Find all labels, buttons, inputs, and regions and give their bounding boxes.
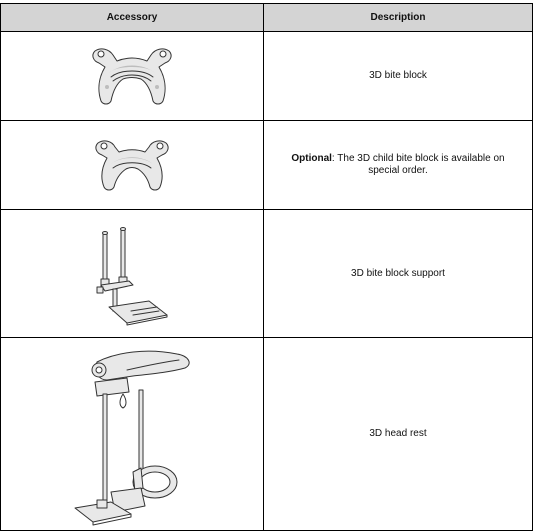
table-row [1,338,533,531]
description-cell [264,210,533,338]
bite-block-support-image-cell [1,210,264,338]
table-header-row [1,4,533,32]
accessory-table [0,3,533,531]
child-bite-block-text: : The 3D child bite block is available on special order. [331,153,505,176]
table-row [1,32,533,121]
head-rest-image-cell [1,338,264,531]
head-rest-image [67,342,197,526]
bite-block-support-description: 3D bite block support [351,267,445,279]
child-bite-block-image [92,137,172,193]
description-cell [264,121,533,210]
bite-block-image [87,43,177,109]
child-bite-block-image-cell [1,121,264,210]
bite-block-description: 3D bite block [369,70,427,81]
description-column-header: Description [264,4,533,32]
table-row [1,210,533,338]
accessory-column-header: Accessory [1,4,264,32]
child-bite-block-description [264,153,532,177]
bite-block-support-image [87,219,177,329]
description-cell [264,338,533,531]
description-cell [264,32,533,121]
optional-label: Optional [291,153,332,164]
table-row [1,121,533,210]
head-rest-description: 3D head rest [369,428,427,439]
bite-block-image-cell [1,32,264,121]
